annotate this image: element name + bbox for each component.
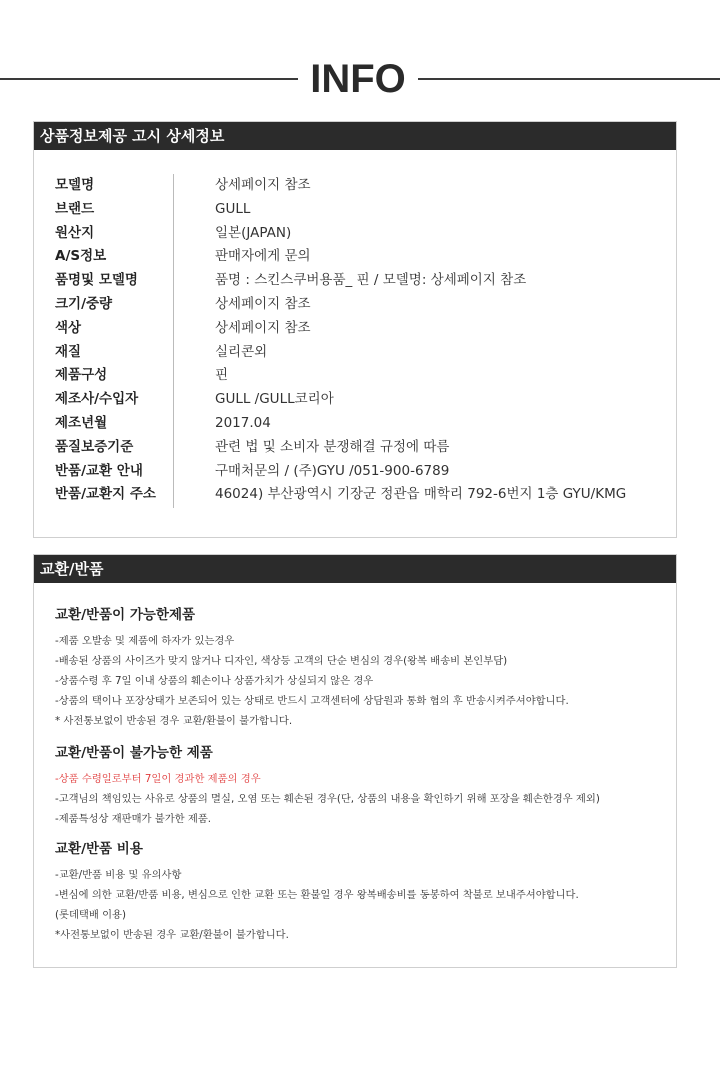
- spec-label: 브랜드: [55, 200, 95, 217]
- exchange-block-line: *사전통보없이 반송된 경우 교환/환불이 불가합니다.: [55, 929, 289, 941]
- spec-row: [55, 388, 655, 412]
- exchange-block: [55, 839, 670, 945]
- exchange-block-line: -교환/반품 비용 및 유의사항: [55, 869, 182, 881]
- product-info-section: [33, 121, 677, 538]
- spec-table: [55, 174, 655, 507]
- spec-value: 일본(JAPAN): [215, 224, 292, 241]
- spec-row: [55, 317, 655, 341]
- spec-row: [55, 245, 655, 269]
- spec-row: [55, 412, 655, 436]
- spec-label: 반품/교환 안내: [55, 462, 143, 479]
- spec-label: 색상: [55, 319, 82, 336]
- spec-row: [55, 222, 655, 246]
- exchange-block-line: -상품 수령일로부터 7일이 경과한 제품의 경우: [55, 773, 261, 785]
- spec-row: [55, 483, 655, 507]
- exchange-block-line: -상품수령 후 7일 이내 상품의 훼손이나 상품가치가 상실되지 않은 경우: [55, 675, 374, 687]
- spec-row: [55, 341, 655, 365]
- spec-value: 상세페이지 참조: [215, 319, 311, 336]
- spec-label: 제품구성: [55, 367, 108, 384]
- exchange-block-line: (롯데택배 이용): [55, 909, 126, 921]
- exchange-block-title: 교환/반품 비용: [55, 841, 143, 857]
- product-info-section-title: 상품정보제공 고시 상세정보: [34, 122, 676, 150]
- exchange-block-line: -제품 오발송 및 제품에 하자가 있는경우: [55, 635, 235, 647]
- exchange-block-line: -고객님의 책임있는 사유로 상품의 멸실, 오염 또는 훼손된 경우(단, 상품의 내용을 확인하기 위해 포장을 훼손한경우 제외): [55, 793, 600, 805]
- spec-value: 관련 법 및 소비자 분쟁해결 규정에 따름: [215, 438, 450, 455]
- spec-row: [55, 364, 655, 388]
- spec-label: 제조년월: [55, 414, 108, 431]
- header-divider-right: [418, 78, 720, 80]
- spec-row: [55, 269, 655, 293]
- spec-label: 품명및 모델명: [55, 272, 138, 289]
- spec-value: 핀: [215, 367, 229, 384]
- spec-row: [55, 460, 655, 484]
- spec-value: 구매처문의 / (주)GYU /051-900-6789: [215, 462, 450, 479]
- spec-value: GULL /GULL코리아: [215, 391, 334, 408]
- exchange-block-line: -제품특성상 재판매가 불가한 제품.: [55, 813, 212, 825]
- info-header: [0, 56, 720, 106]
- spec-label: A/S정보: [55, 248, 107, 265]
- header-divider-left: [0, 78, 298, 80]
- exchange-block: [55, 605, 670, 731]
- spec-value: 2017.04: [215, 414, 271, 431]
- spec-value: 판매자에게 문의: [215, 248, 311, 265]
- spec-label: 제조사/수입자: [55, 391, 139, 408]
- spec-row: [55, 174, 655, 198]
- spec-label: 원산지: [55, 224, 95, 241]
- exchange-block-line: -상품의 택이나 포장상태가 보존되어 있는 상태로 반드시 고객센터에 상담원과 통화 협의 후 반송시켜주셔야합니다.: [55, 695, 569, 707]
- exchange-return-section: [33, 554, 677, 968]
- spec-label: 반품/교환지 주소: [55, 486, 156, 503]
- spec-value: 상세페이지 참조: [215, 177, 311, 193]
- page-title: INFO: [310, 57, 406, 101]
- spec-label: 품질보증기준: [55, 438, 134, 455]
- spec-label: 재질: [55, 343, 82, 360]
- spec-label: 크기/중량: [55, 295, 113, 312]
- exchange-block-line: -변심에 의한 교환/반품 비용, 변심으로 인한 교환 또는 환불일 경우 왕복배송비를 동봉하여 착불로 보내주셔야합니다.: [55, 889, 579, 901]
- spec-row: [55, 293, 655, 317]
- exchange-block-title: 교환/반품이 불가능한 제품: [55, 745, 213, 761]
- spec-value: 상세페이지 참조: [215, 295, 311, 312]
- exchange-block-title: 교환/반품이 가능한제품: [55, 607, 196, 623]
- exchange-return-section-title: 교환/반품: [34, 555, 676, 583]
- spec-label: 모델명: [55, 177, 95, 193]
- exchange-block: [55, 743, 670, 829]
- exchange-block-line: * 사전통보없이 반송된 경우 교환/환불이 불가합니다.: [55, 715, 293, 727]
- spec-row: [55, 198, 655, 222]
- spec-value: 품명 : 스킨스쿠버용품_ 핀 / 모델명: 상세페이지 참조: [215, 272, 527, 289]
- exchange-block-line: -배송된 상품의 사이즈가 맞지 않거나 디자인, 색상등 고객의 단순 변심의 경우(왕복 배송비 본인부담): [55, 655, 508, 667]
- spec-row: [55, 436, 655, 460]
- spec-value: 46024) 부산광역시 기장군 정관읍 매학리 792-6번지 1층 GYU/KMG: [215, 486, 627, 503]
- spec-value: 실리콘외: [215, 343, 268, 360]
- spec-value: GULL: [215, 200, 251, 217]
